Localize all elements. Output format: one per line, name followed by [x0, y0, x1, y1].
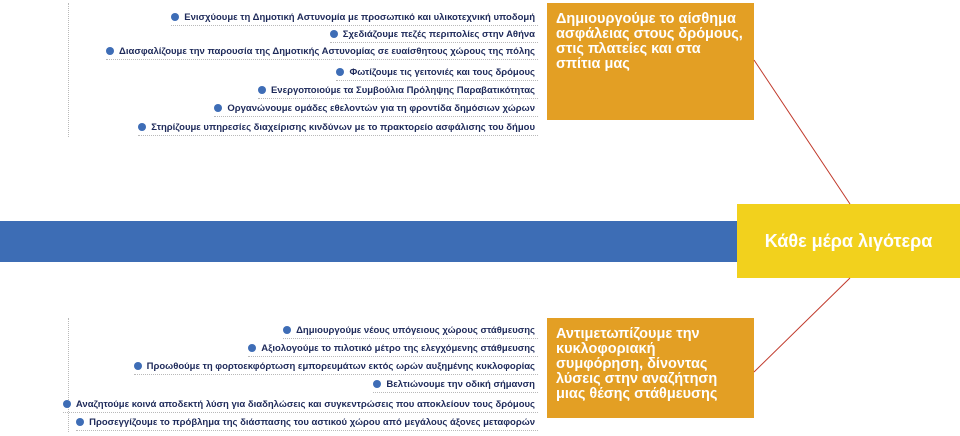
- bottom-list-item-text: Δημιουργούμε νέους υπόγειους χώρους στάθμευσης: [296, 324, 535, 336]
- top-list-item-text: Διασφαλίζουμε την παρουσία της Δημοτικής Αστυνομίας σε ευαίσθητους χώρους της πόλης: [119, 45, 535, 57]
- top-list-item-text: Σχεδιάζουμε πεζές περιπολίες στην Αθήνα: [342, 28, 535, 40]
- top-list-item-text: Φωτίζουμε τις γειτονιές και τους δρόμους: [349, 66, 535, 78]
- top-connector-line: [754, 60, 850, 204]
- bottom-callout-text: Αντιμετωπίζουμε την κυκλοφοριακή συμφόρηση, δίνοντας λύσεις στην αναζήτηση μιας θέσης στάθμευσης: [556, 326, 718, 402]
- top-list-item-text: Οργανώνουμε ομάδες εθελοντών για τη φροντίδα δημόσιων χώρων: [227, 102, 535, 114]
- top-list-item-text: Στηρίζουμε υπηρεσίες διαχείρισης κινδύνων με το πρακτορείο ασφάλισης του δήμου: [151, 121, 535, 133]
- bottom-connector-line: [754, 278, 850, 372]
- top-list-item-text: Ενεργοποιούμε τα Συμβούλια Πρόληψης Παραβατικότητας: [270, 84, 535, 96]
- bottom-list-item-text: Αναζητούμε κοινά αποδεκτή λύση για διαδηλώσεις και συγκεντρώσεις που αποκλείουν τους δρόμους: [75, 398, 535, 410]
- top-list-item-text: Ενισχύουμε τη Δημοτική Αστυνομία με προσωπικό και υλικοτεχνική υποδομή: [184, 11, 535, 23]
- bottom-list-item-text: Βελτιώνουμε την οδική σήμανση: [386, 378, 535, 390]
- bottom-list-item-text: Αξιολογούμε το πιλοτικό μέτρο της ελεγχόμενης στάθμευσης: [261, 342, 535, 354]
- bottom-list-item-text: Προωθούμε τη φορτοεκφόρτωση εμπορευμάτων εκτός ωρών αυξημένης κυκλοφορίας: [146, 360, 535, 372]
- center-label: Κάθε μέρα λιγότερα: [764, 230, 933, 251]
- top-callout-text: Δημιουργούμε το αίσθημα ασφάλειας στους δρόμους, στις πλατείες και στα σπίτια μας: [556, 11, 743, 72]
- bottom-list-item-text: Προσεγγίζουμε το πρόβλημα της διάσπασης του αστικού χώρου από μεγάλους άξονες μεταφορών: [89, 416, 535, 428]
